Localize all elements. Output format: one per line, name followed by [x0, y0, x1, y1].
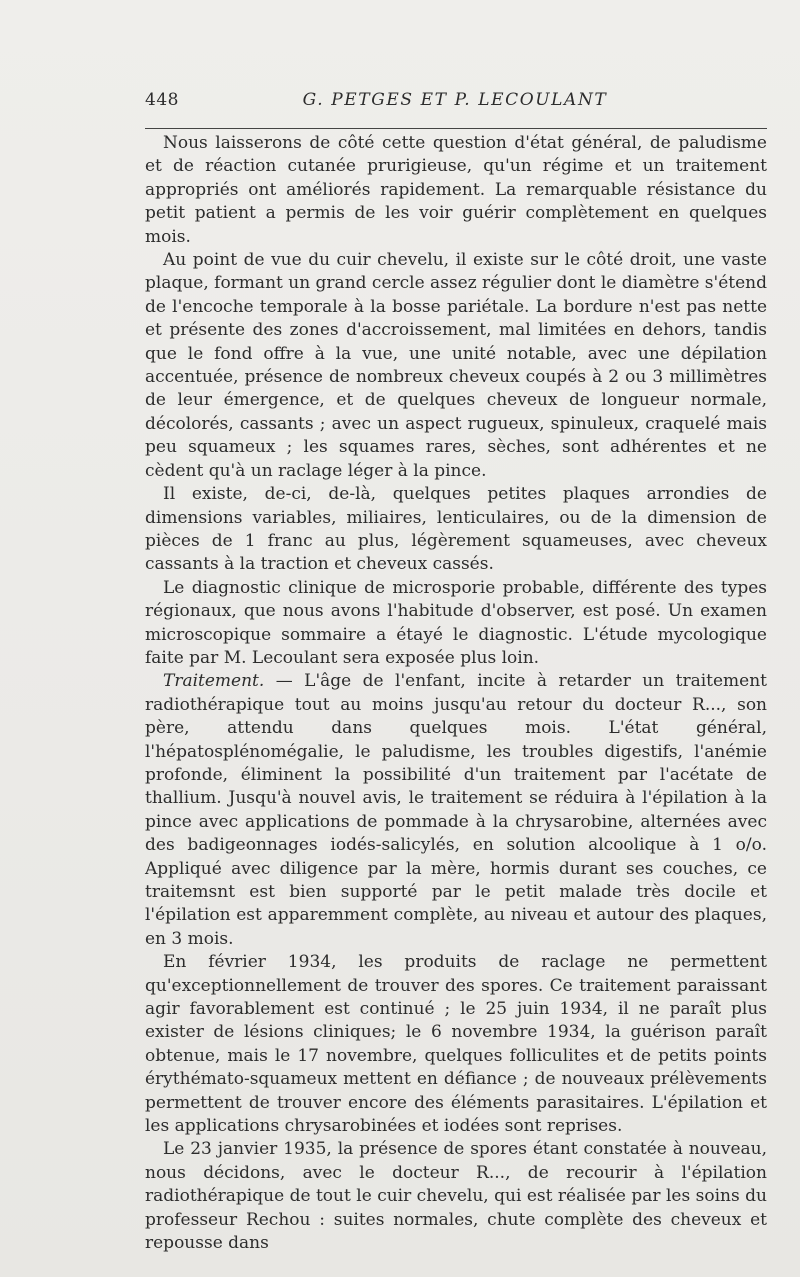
paragraph-january-1935: Le 23 janvier 1935, la présence de spores étant constatée à nouveau, nous décidons, avec le docteur R..., de recourir à l'épilation radiothérapique de tout le cuir chevelu, qui est réalisée par les soins du professeur Rechou : suites normales, chute complète des cheveux et repousse dans	[145, 1139, 767, 1254]
paragraph-scalp-description: Au point de vue du cuir chevelu, il existe sur le côté droit, une vaste plaque, formant un grand cercle assez régulier dont le diamètre s'étend de l'encoche temporale à la bosse pariétale. La bordure n'est pas nette et présente des zones d'accroissement, mal limitées en dehors, tandis que le fond offre à la vue, une unité notable, avec une dépilation accentuée, présence de nombreux cheveux coupés à 2 ou 3 millimètres de leur émergence, et de quelques cheveux de longueur normale, décolorés, cassants ; avec un aspect rugueux, spinuleux, craquelé mais peu squameux ; les squames rares, sèches, sont adhérentes et ne cèdent qu'à un raclage léger à la pince.	[145, 250, 767, 481]
paragraph-diagnosis: Le diagnostic clinique de microsporie probable, différente des types régionaux, que nous avons l'habitude d'observer, est posé. Un examen microscopique sommaire a étayé le diagnostic. L'étude mycologique faite par M. Lecoulant sera exposée plus loin.	[145, 577, 767, 668]
paragraph-general-state: Nous laisserons de côté cette question d'état général, de paludisme et de réaction cutanée prurigieuse, qu'un régime et un traitement appropriés ont améliorés rapidement. La remarquable résistance du petit patient a permis de les voir guérir complètement en quelques mois.	[145, 133, 767, 247]
page-number: 448	[145, 90, 179, 110]
paragraph-small-plaques: Il existe, de-ci, de-là, quelques petites plaques arrondies de dimensions variables, miliaires, lenticulaires, ou de la dimension de pièces de 1 franc au plus, légèrement squameuses, avec cheveux cassants à la traction et cheveux cassés.	[145, 484, 767, 575]
paragraph-february-1934: En février 1934, les produits de raclage ne permettent qu'exceptionnellement de trouver des spores. Ce traitement paraissant agir favorablement est continué ; le 25 juin 1934, il ne paraît plus exister de lésions cliniques; le 6 novembre 1934, la guérison paraît obtenue, mais le 17 novembre, quelques folliculites et de petits points érythémato-squameux mettent en défiance ; de nouveaux prélèvements permettent de trouver encore des éléments parasitaires. L'épilation et les applications chrysarobinées et iodées sont reprises.	[145, 952, 767, 1137]
body-text	[145, 132, 767, 1256]
header-rule	[145, 128, 767, 129]
paragraph-treatment: Traitement. — L'âge de l'enfant, incite à retarder un traitement radiothérapique tout au moins jusqu'au retour du docteur R..., son père, attendu dans quelques mois. L'état général, l'hépatosplénomégalie, le paludisme, les troubles digestifs, l'anémie profonde, éliminent la possibilité d'un traitement par l'acétate de thallium. Jusqu'à nouvel avis, le traitement se réduira à l'épilation à la pince avec applications de pommade à la chrysarobine, alternées avec des badigeonnages iodés-salicylés, en solution alcoolique à 1 o/o. Appliqué avec diligence par la mère, hormis durant ses couches, ce traitemsnt est bien supporté par le petit malade très docile et l'épilation est apparemment complète, au niveau et autour des plaques, en 3 mois.	[145, 671, 767, 949]
treatment-heading: Traitement.	[163, 671, 265, 692]
page-header	[145, 90, 765, 116]
running-title: G. PETGES ET P. LECOULANT	[302, 90, 608, 110]
